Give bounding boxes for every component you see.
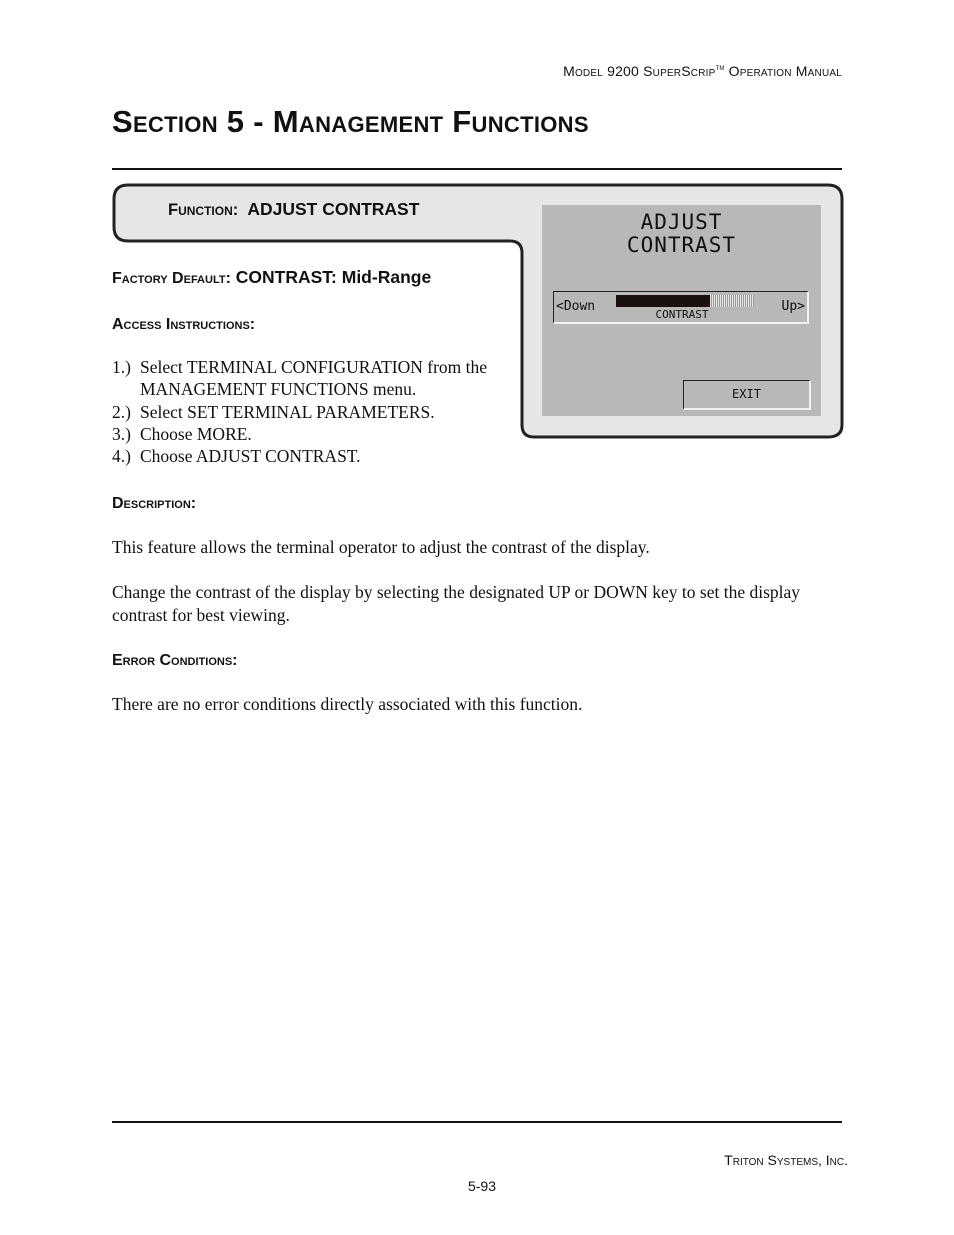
- description-heading: [112, 492, 196, 513]
- step-3: [112, 423, 487, 445]
- contrast-label: CONTRAST: [655, 308, 709, 321]
- function-label: [168, 199, 419, 220]
- trademark-mark: TM: [715, 66, 725, 72]
- description-paragraph-1: This feature allows the terminal operator to adjust the contrast of the display.: [112, 537, 650, 557]
- step-2: [112, 401, 487, 423]
- exit-button[interactable]: EXIT: [683, 380, 811, 410]
- top-divider: [112, 168, 842, 170]
- step-text-line2: MANAGEMENT FUNCTIONS menu.: [140, 379, 417, 400]
- factory-default: [112, 267, 431, 288]
- running-header-title: Model 9200 SuperScrip: [563, 63, 716, 79]
- contrast-slider[interactable]: [616, 295, 754, 307]
- running-header-title-end: Operation Manual: [724, 63, 842, 79]
- step-text: Choose ADJUST CONTRAST.: [140, 446, 361, 467]
- contrast-control: [553, 291, 809, 324]
- screen-title-line2: CONTRAST: [626, 233, 737, 257]
- step-text: Choose MORE.: [140, 423, 252, 444]
- error-conditions-text: There are no error conditions directly associated with this function.: [112, 694, 583, 714]
- terminal-screen: [542, 205, 821, 416]
- error-conditions-heading-text: Error Conditions:: [112, 652, 238, 669]
- step-number: 3.): [112, 423, 131, 444]
- description-heading-text: Description:: [112, 495, 197, 512]
- bottom-divider: [112, 1121, 842, 1123]
- section-title: Section 5 - Management Functions: [112, 104, 589, 139]
- description-paragraph-2: Change the contrast of the display by selecting the designated UP or DOWN key to set the display contrast for best viewing.: [112, 582, 801, 625]
- down-key[interactable]: <Down: [556, 299, 596, 314]
- step-1: [112, 356, 487, 401]
- step-number: 1.): [112, 357, 131, 377]
- factory-default-value: CONTRAST: Mid-Range: [235, 267, 432, 287]
- page-number: 5-93: [467, 1178, 497, 1194]
- factory-default-key: Factory Default:: [112, 270, 231, 287]
- step-text: [140, 356, 487, 401]
- function-name: ADJUST CONTRAST: [247, 199, 420, 219]
- running-header: [563, 63, 842, 79]
- step-text: Select SET TERMINAL PARAMETERS.: [140, 401, 435, 422]
- up-key[interactable]: Up>: [781, 299, 805, 314]
- step-text-line1: Select TERMINAL CONFIGURATION from the: [140, 357, 488, 377]
- step-number: 4.): [112, 446, 131, 467]
- step-4: [112, 445, 487, 467]
- contrast-slider-fill: [616, 295, 710, 307]
- screen-title-line1: ADJUST: [640, 210, 723, 234]
- access-instructions-heading-text: Access Instructions:: [112, 316, 256, 333]
- function-key: Function:: [168, 201, 239, 219]
- step-number: 2.): [112, 401, 131, 422]
- error-conditions-heading: [112, 649, 238, 670]
- access-instructions-heading: [112, 313, 255, 334]
- access-steps: [112, 356, 487, 467]
- running-footer: Triton Systems, Inc.: [724, 1152, 848, 1168]
